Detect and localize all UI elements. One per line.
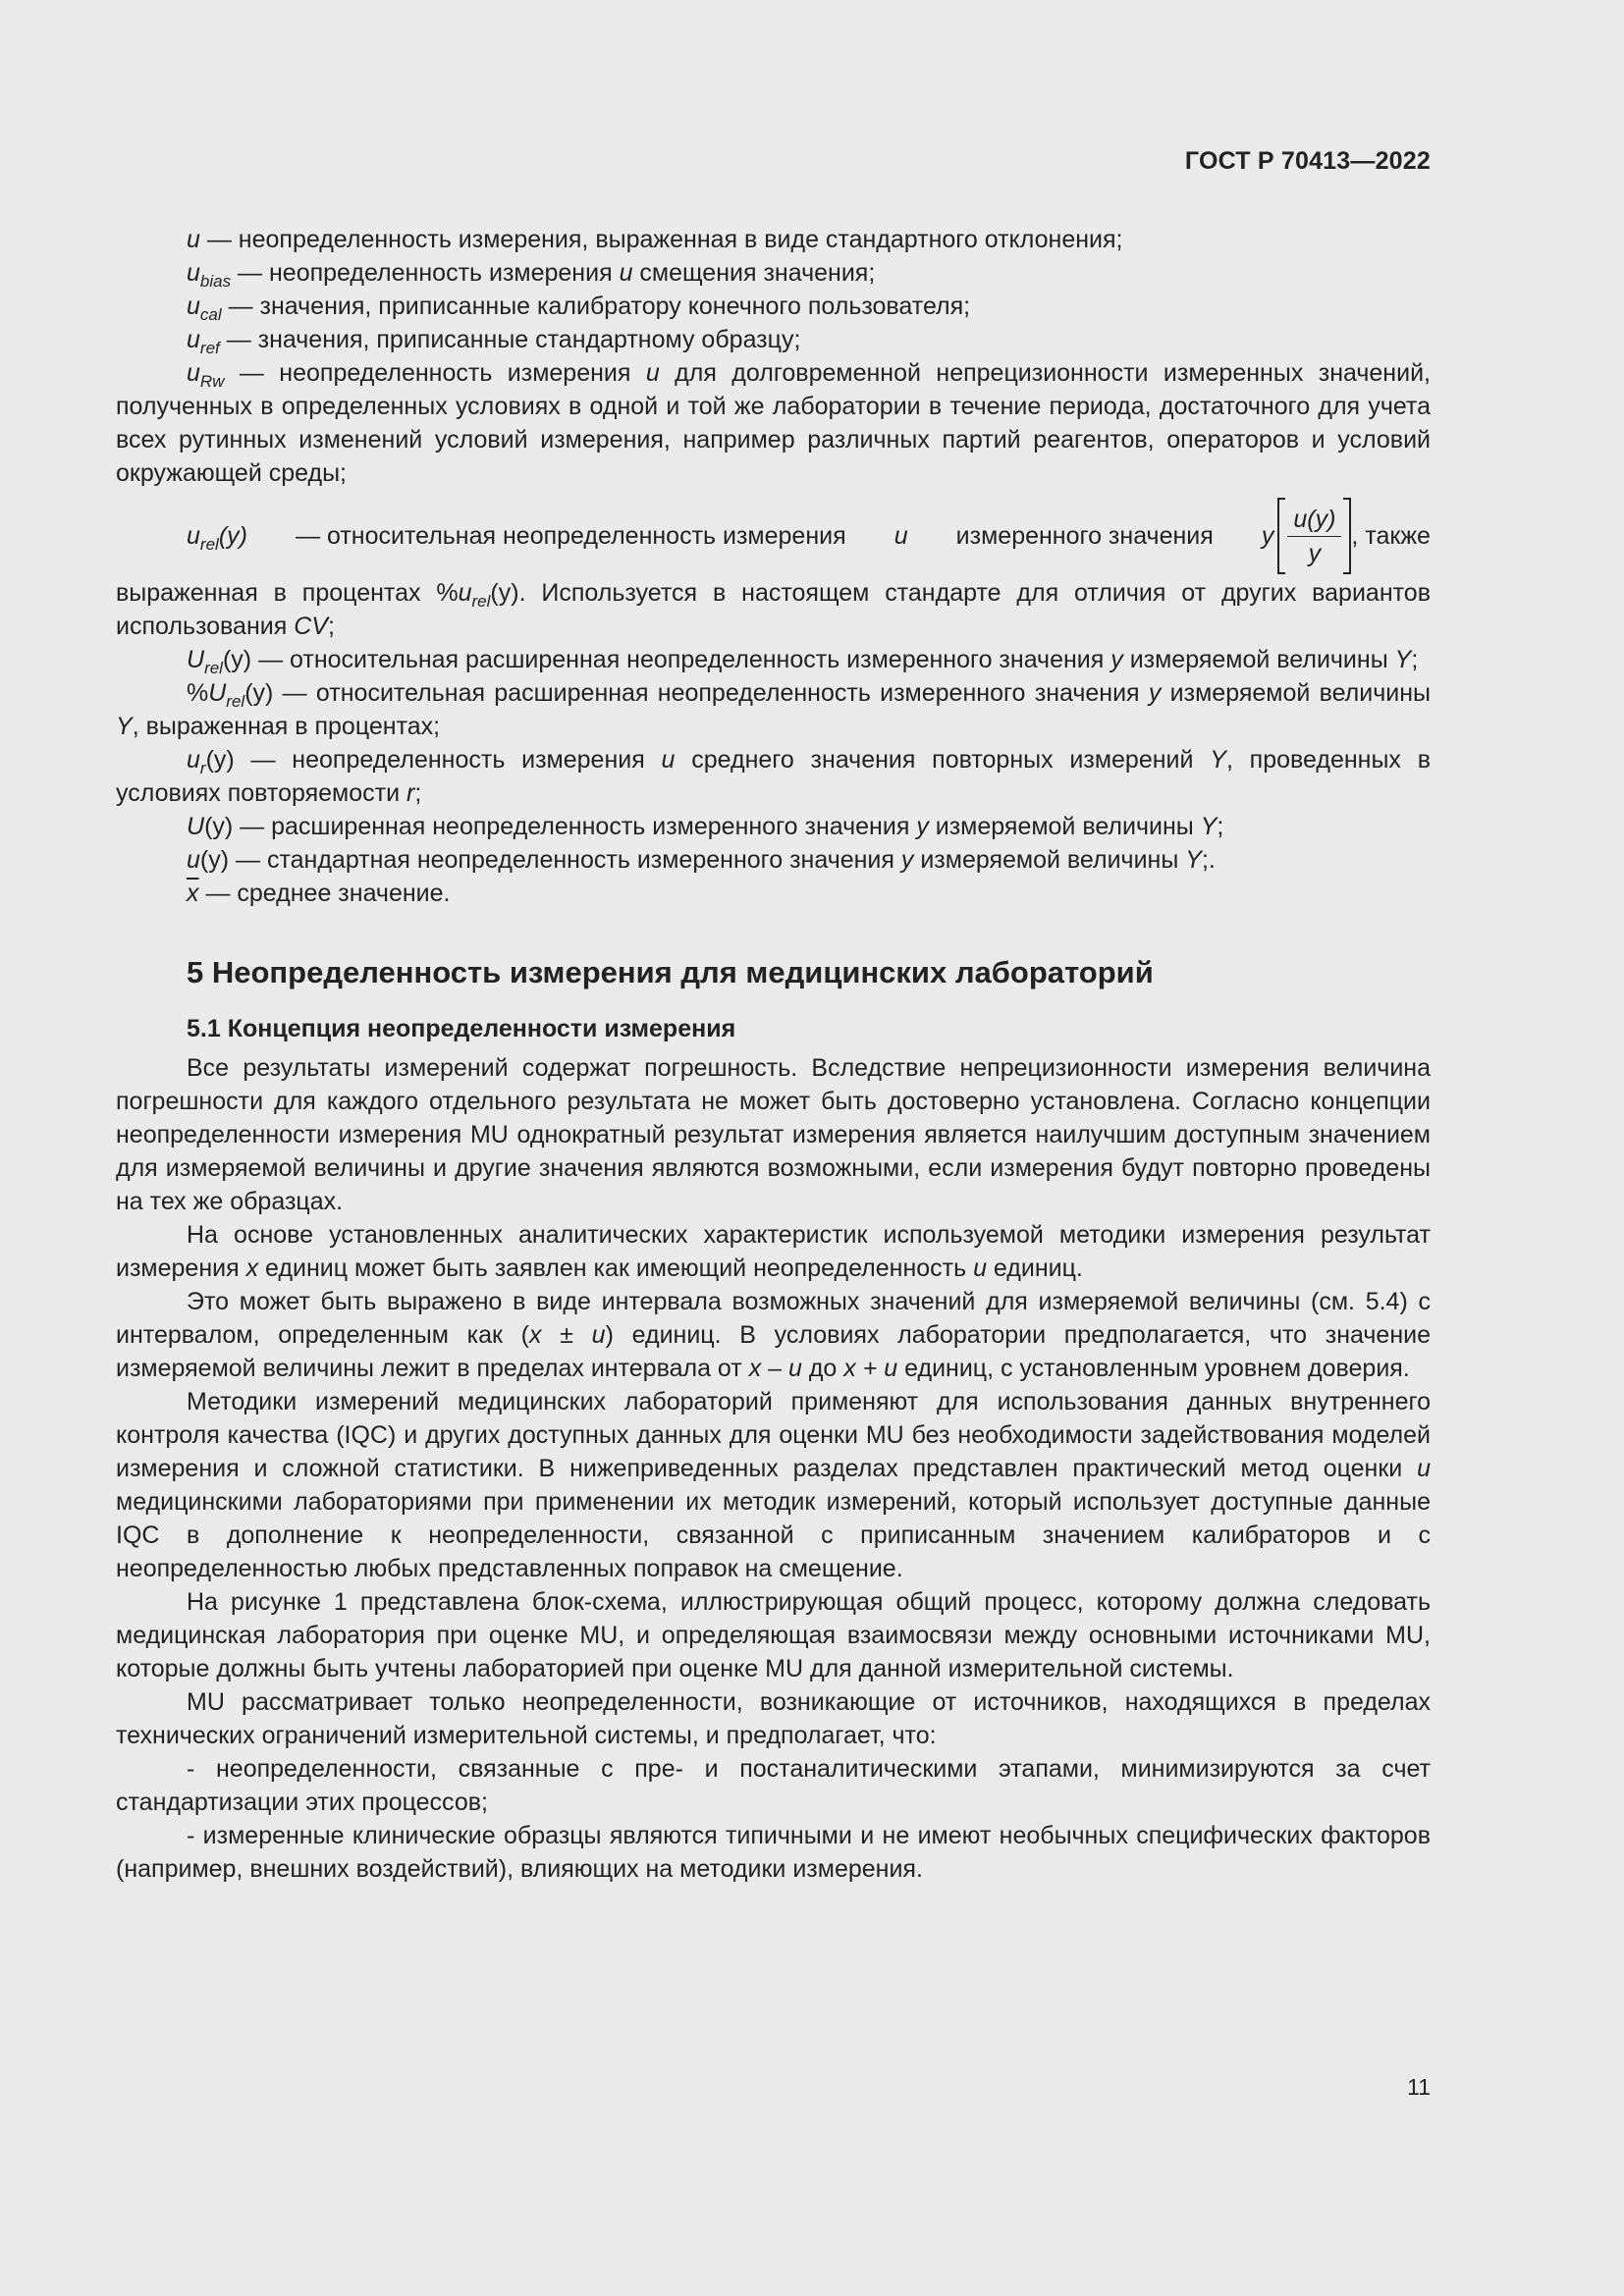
definition-urw: $u_{Rw}$ — неопределенность измерения u для долговременной непрецизионности измеренных значений, полученных в определенных условиях в одной и той же лаборатории в течение периода, достаточного для учета всех рутинных изменений условий измерения, например различных партий реагентов, операторов и условий окружающей среды; bbox=[116, 359, 1431, 487]
paragraph-5: На рисунке 1 представлена блок-схема, иллюстрирующая общий процесс, которому должна следовать медицинская лаборатория при оценке MU, и определяющая взаимосвязи между основными источниками MU, которые должны быть учтены лабораторией при оценке MU для данной измерительной системы. bbox=[116, 1588, 1431, 1682]
symbol: u bbox=[187, 226, 200, 253]
document-page bbox=[116, 0, 1431, 2296]
definition-urel-continued: выраженная в процентах $\%u_{rel}(y)$. Используется в настоящем стандарте для отличия от других вариантов использования CV; bbox=[116, 579, 1431, 640]
page-number: 11 bbox=[1407, 2074, 1431, 2100]
paragraph-1: Все результаты измерений содержат погрешность. Вследствие непрецизионности измерения величина погрешности для каждого отдельного результата не может быть достоверно установлена. Согласно концепции неопределенности измерения MU однократный результат измерения является наилучшим доступным значением для измеряемой величины и другие значения являются возможными, если измерения будут повторно проведены на тех же образцах. bbox=[116, 1054, 1431, 1215]
definition-uref: $u_{ref}$ — значения, приписанные стандартному образцу; bbox=[187, 326, 801, 357]
definition-ur: $u_r(y)$ — неопределенность измерения u среднего значения повторных измерений Y, проведенных в условиях повторяемости r; bbox=[116, 746, 1431, 807]
definition-ubias: $u_{bias}$ — неопределенность измерения u смещения значения; bbox=[187, 259, 876, 291]
list-item-1: - неопределенности, связанные с пре- и постаналитическими этапами, минимизируются за счет стандартизации этих процессов; bbox=[116, 1755, 1431, 1816]
fraction: $\frac{u(y)}{y}$ bbox=[1287, 505, 1341, 568]
definition-urel-formula-line: $u_{rel}(y)$ — относительная неопределенность измерения u измеренного значения y $\frac{u(y)}{y}$ , также bbox=[116, 496, 1431, 576]
paragraph-2: На основе установленных аналитических характеристик используемой методики измерения результат измерения x единиц может быть заявлен как имеющий неопределенность u единиц. bbox=[116, 1221, 1431, 1282]
definition-ucal: $u_{cal}$ — значения, приписанные калибратору конечного пользователя; bbox=[187, 293, 971, 324]
paragraph-3: Это может быть выражено в виде интервала возможных значений для измеряемой величины (см. 5.4) с интервалом, определенным как (x ± u) единиц. В условиях лаборатории предполагается, что значение измеряемой величины лежит в пределах интервала от x – u до x + u единиц, с установленным уровнем доверия. bbox=[116, 1288, 1431, 1382]
paragraph-6: MU рассматривает только неопределенности, возникающие от источников, находящихся в пределах технических ограничений измерительной системы, и предполагает, что: bbox=[116, 1688, 1431, 1749]
definition-Urel: $U_{rel}(y)$ — относительная расширенная неопределенность измеренного значения y измеряемой величины Y; bbox=[187, 646, 1419, 677]
paragraph-4: Методики измерений медицинских лабораторий применяют для использования данных внутреннего контроля качества (IQC) и других доступных данных для оценки MU без необходимости задействования моделей измерения и сложной статистики. В нижеприведенных разделах представлен практический метод оценки u медицинскими лабораториями при применении их методик измерений, который использует доступные данные IQC в дополнение к неопределенности, связанной с приписанным значением калибраторов и с неопределенностью любых представленных поправок на смещение. bbox=[116, 1388, 1431, 1582]
subsection-heading: 5.1 Концепция неопределенности измерения bbox=[187, 1015, 736, 1042]
section-heading: 5 Неопределенность измерения для медицинских лабораторий bbox=[187, 955, 1154, 989]
definition-uy: u(y) — стандартная неопределенность измеренного значения y измеряемой величины Y;. bbox=[187, 846, 1216, 874]
definition-u: u — неопределенность измерения, выраженная в виде стандартного отклонения; bbox=[187, 226, 1123, 253]
definition-xbar: $\overline{x}$ — среднее значение. bbox=[187, 880, 451, 907]
definition-Uy: U(y) — расширенная неопределенность измеренного значения y измеряемой величины Y; bbox=[187, 813, 1224, 840]
fraction-bracket bbox=[1277, 500, 1351, 572]
page-body bbox=[116, 223, 1431, 1886]
definition-percent-Urel: $\%U_{rel}(y)$ — относительная расширенная неопределенность измеренного значения y измеряемой величины Y, выраженная в процентах; bbox=[116, 679, 1431, 740]
list-item-2: - измеренные клинические образцы являются типичными и не имеют необычных специфических факторов (например, внешних воздействий), влияющих на методики измерения. bbox=[116, 1822, 1431, 1883]
standard-id-header: ГОСТ Р 70413—2022 bbox=[1184, 147, 1431, 175]
